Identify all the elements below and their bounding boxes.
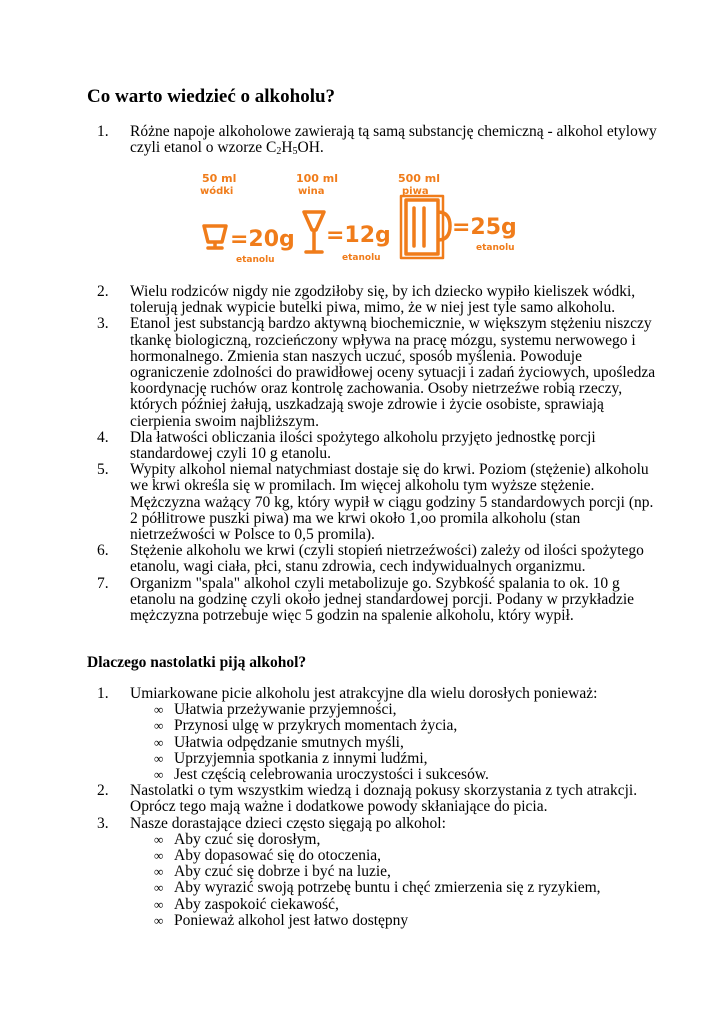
item-number: 2.	[97, 782, 109, 800]
item-number: 1.	[97, 123, 109, 140]
item-text: Organizm "spala" alkohol czyli metabolizuje go. Szybkość spalania to ok. 10 g etanolu na godzinę czyli około jednej standardowej porcji. Podany w przykładzie mężczyzna potrzebuje więc 5 godzin na spalenie alkoholu, który wypił.	[130, 574, 635, 625]
label-wine-unit: etanolu	[342, 253, 381, 263]
wine-glass-icon	[304, 212, 324, 252]
label-vodka-unit: etanolu	[236, 255, 275, 265]
list-item	[97, 783, 657, 815]
item-text: Różne napoje alkoholowe zawierają tą samą substancję chemiczną - alkohol etylowy czyli etanol o wzorze $C_2H_5OH$.	[130, 123, 657, 158]
list-item	[97, 543, 657, 575]
alcohol-equivalence-figure	[192, 168, 537, 278]
label-vodka-name: wódki	[200, 186, 234, 197]
sub-list-item: ∞ Aby czuć się dorosłym,	[154, 830, 321, 848]
label-wine-grams: =12g	[326, 223, 391, 248]
item-text: Dla łatwości obliczania ilości spożytego alkoholu przyjęto jednostkę porcji standardowej czyli 10 g etanolu.	[130, 428, 596, 463]
item-number: 1.	[97, 685, 109, 702]
list-item	[97, 316, 657, 429]
list-item	[97, 576, 657, 625]
sub-list-item: ∞ Przynosi ulgę w przykrych momentach życia,	[154, 717, 458, 735]
sub-list-item: ∞ Uprzyjemnia spotkania z innymi ludźmi,	[154, 749, 428, 767]
item-text: Umiarkowane picie alkoholu jest atrakcyjne dla wielu dorosłych ponieważ:	[130, 685, 598, 702]
infinity-bullet-icon: ∞	[154, 864, 164, 880]
infinity-bullet-icon: ∞	[154, 750, 164, 766]
infinity-bullet-icon: ∞	[154, 880, 164, 896]
infinity-bullet-icon: ∞	[154, 702, 164, 718]
label-wine-name: wina	[298, 186, 325, 197]
infinity-bullet-icon: ∞	[154, 718, 164, 734]
list-item	[97, 284, 657, 316]
sub-list-item: ∞ Aby czuć się dobrze i być na luzie,	[154, 863, 391, 881]
label-beer-grams: =25g	[452, 215, 517, 240]
label-beer-name: piwa	[402, 186, 429, 197]
sub-list-item: ∞ Ułatwia odpędzanie smutnych myśli,	[154, 733, 404, 751]
page-title: Co warto wiedzieć o alkoholu?	[87, 86, 336, 107]
sub-list-item: ∞ Aby wyrazić swoją potrzebę buntu i chęć zmierzenia się z ryzykiem,	[154, 879, 601, 897]
sub-list-item: ∞ Ułatwia przeżywanie przyjemności,	[154, 701, 397, 719]
infinity-bullet-icon: ∞	[154, 831, 164, 847]
reasons-list	[97, 686, 657, 929]
item-text: Etanol jest substancją bardzo aktywną biochemicznie, w większym stężeniu niszczy tkankę biologiczną, rozcieńczony wpływa na pracę mózgu, systemu nerwowego i hormonalnego. Zmienia stan naszych uczuć, sposób myślenia. Powoduje ograniczenie zdolności do prawidłowej oceny sytuacji i zadań życiowych, upośledza koordynację ruchów oraz kontrolę zachowania. Osoby nietrzeźwe robią rzeczy, których później żałują, uszkadzają swoje zdrowie i życie osobiste, sprawiają cierpienia swoim najbliższym.	[130, 315, 656, 430]
sub-list-item: ∞ Ponieważ alkohol jest łatwo dostępny	[154, 911, 409, 929]
label-vodka-grams: =20g	[230, 227, 295, 252]
item-number: 7.	[97, 574, 109, 592]
sub-list	[130, 832, 657, 929]
item-number: 6.	[97, 542, 109, 560]
label-vodka-amount: 50 ml	[202, 172, 237, 185]
facts-list-part-2	[97, 284, 657, 624]
infinity-bullet-icon: ∞	[154, 896, 164, 912]
item-text: Wielu rodziców nigdy nie zgodziłoby się, by ich dziecko wypiło kieliszek wódki, tolerują jednak wypicie butelki piwa, mimo, że w niej jest tyle samo alkoholu.	[130, 283, 636, 317]
list-item	[97, 430, 657, 462]
item-number: 2.	[97, 283, 109, 300]
label-beer-unit: etanolu	[476, 243, 515, 253]
facts-list-part-1	[97, 124, 657, 156]
item-text: Wypity alkohol niemal natychmiast dostaje się do krwi. Poziom (stężenie) alkoholu we krwi określa się w promilach. Im więcej alkoholu tym wyższe stężenie. Mężczyzna ważący 70 kg, który wypił w ciągu godziny 5 standardowych porcji (np. 2 półlitrowe puszki piwa) ma we krwi około 1,oo promila alkoholu (stan nietrzeźwości w Polsce to 0,5 promila).	[130, 461, 654, 544]
list-item	[97, 686, 657, 783]
label-wine-amount: 100 ml	[296, 172, 339, 185]
item-text: Stężenie alkoholu we krwi (czyli stopień nietrzeźwości) zależy od ilości spożytego etanolu, wagi ciała, płci, stanu zdrowia, cech indywidualnych organizmu.	[130, 542, 644, 576]
item-number: 3.	[97, 814, 109, 832]
sub-list	[130, 702, 657, 783]
item-number: 5.	[97, 461, 109, 479]
item-number: 4.	[97, 428, 109, 446]
sub-list-item: ∞ Aby zaspokoić ciekawość,	[154, 895, 339, 913]
infinity-bullet-icon: ∞	[154, 734, 164, 750]
list-item	[97, 816, 657, 929]
item-text: Nastolatki o tym wszystkim wiedzą i doznają pokusy skorzystania z tych atrakcji. Oprócz tego mają ważne i dodatkowe powody skłaniające do picia.	[130, 782, 638, 816]
sub-list-item: ∞ Aby dopasować się do otoczenia,	[154, 847, 382, 865]
list-item	[97, 462, 657, 543]
infinity-bullet-icon: ∞	[154, 767, 164, 783]
item-text: Nasze dorastające dzieci często sięgają po alkohol:	[130, 814, 446, 832]
infinity-bullet-icon: ∞	[154, 912, 164, 928]
label-beer-amount: 500 ml	[398, 172, 441, 185]
item-number: 3.	[97, 315, 109, 333]
shot-glass-icon	[204, 226, 226, 248]
section-title: Dlaczego nastolatki piją alkohol?	[87, 654, 307, 671]
infinity-bullet-icon: ∞	[154, 848, 164, 864]
list-item	[97, 124, 657, 156]
sub-list-item: ∞ Jest częścią celebrowania uroczystości i sukcesów.	[154, 766, 489, 784]
